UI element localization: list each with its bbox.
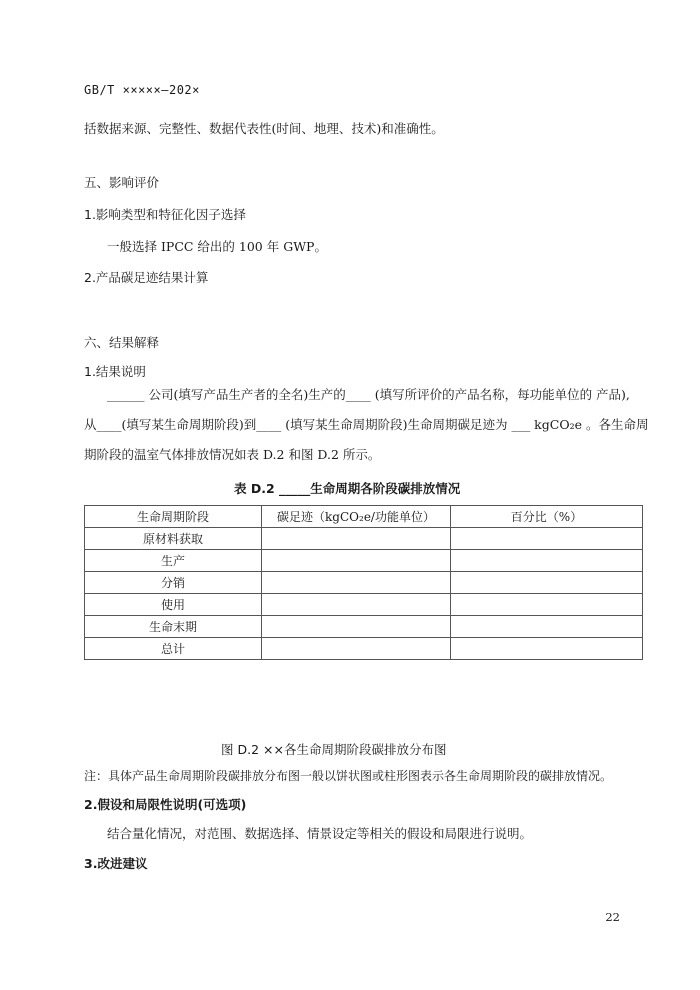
note-text: 注：具体产品生命周期阶段碳排放分布图一般以饼状图或柱形图表示各生命周期阶段的碳排放情况。 [84, 769, 613, 783]
percentage-cell [451, 550, 643, 572]
table-caption: 表 D.2 _____生命周期各阶段碳排放情况 [234, 481, 461, 496]
result-line-1: ______ 公司(填写产品生产者的全名)生产的____ (填写所评价的产品名称，每功能单位的 产品), [107, 387, 630, 402]
stage-cell: 使用 [85, 594, 262, 616]
header-footprint: 碳足迹（kgCO₂e/功能单位） [262, 506, 451, 528]
header-percentage: 百分比（%） [451, 506, 643, 528]
section-5-heading: 五、影响评价 [84, 175, 160, 190]
header-stage: 生命周期阶段 [85, 506, 262, 528]
table-row [85, 528, 643, 550]
section-6-2-text: 结合量化情况，对范围、数据选择、情景设定等相关的假设和局限进行说明。 [107, 826, 533, 841]
percentage-cell [451, 594, 643, 616]
section-5-2-heading: 2.产品碳足迹结果计算 [84, 270, 209, 285]
footprint-cell [262, 572, 451, 594]
table-row [85, 550, 643, 572]
stage-cell: 生产 [85, 550, 262, 572]
percentage-cell [451, 638, 643, 660]
table-row [85, 638, 643, 660]
footprint-cell [262, 616, 451, 638]
section-5-1-heading: 1.影响类型和特征化因子选择 [84, 207, 246, 222]
section-5-1-text: 一般选择 IPCC 给出的 100 年 GWP。 [107, 239, 327, 254]
stage-cell: 分销 [85, 572, 262, 594]
percentage-cell [451, 616, 643, 638]
page-number: 22 [605, 910, 620, 924]
stage-cell: 总计 [85, 638, 262, 660]
table-row [85, 594, 643, 616]
section-6-3-heading: 3.改进建议 [84, 856, 148, 871]
section-6-1-heading: 1.结果说明 [84, 364, 146, 379]
table-row [85, 572, 643, 594]
percentage-cell [451, 528, 643, 550]
percentage-cell [451, 572, 643, 594]
table-row [85, 616, 643, 638]
result-line-3: 期阶段的温室气体排放情况如表 D.2 和图 D.2 所示。 [84, 447, 381, 462]
footprint-cell [262, 528, 451, 550]
section-6-heading: 六、结果解释 [84, 335, 160, 350]
footprint-cell [262, 638, 451, 660]
section-6-2-heading: 2.假设和局限性说明(可选项) [84, 797, 247, 812]
stage-cell: 原材料获取 [85, 528, 262, 550]
footprint-cell [262, 550, 451, 572]
standard-code: GB/T ×××××—202× [84, 83, 200, 97]
result-line-2: 从____(填写某生命周期阶段)到____ (填写某生命周期阶段)生命周期碳足迹为 ___ kgCO₂e 。各生命周 [84, 417, 649, 432]
paragraph-continuation: 括数据来源、完整性、数据代表性(时间、地理、技术)和准确性。 [84, 121, 444, 136]
table-header-row [85, 506, 643, 528]
stage-cell: 生命末期 [85, 616, 262, 638]
footprint-cell [262, 594, 451, 616]
carbon-emission-table [84, 505, 643, 660]
figure-caption: 图 D.2 ××各生命周期阶段碳排放分布图 [221, 742, 447, 757]
